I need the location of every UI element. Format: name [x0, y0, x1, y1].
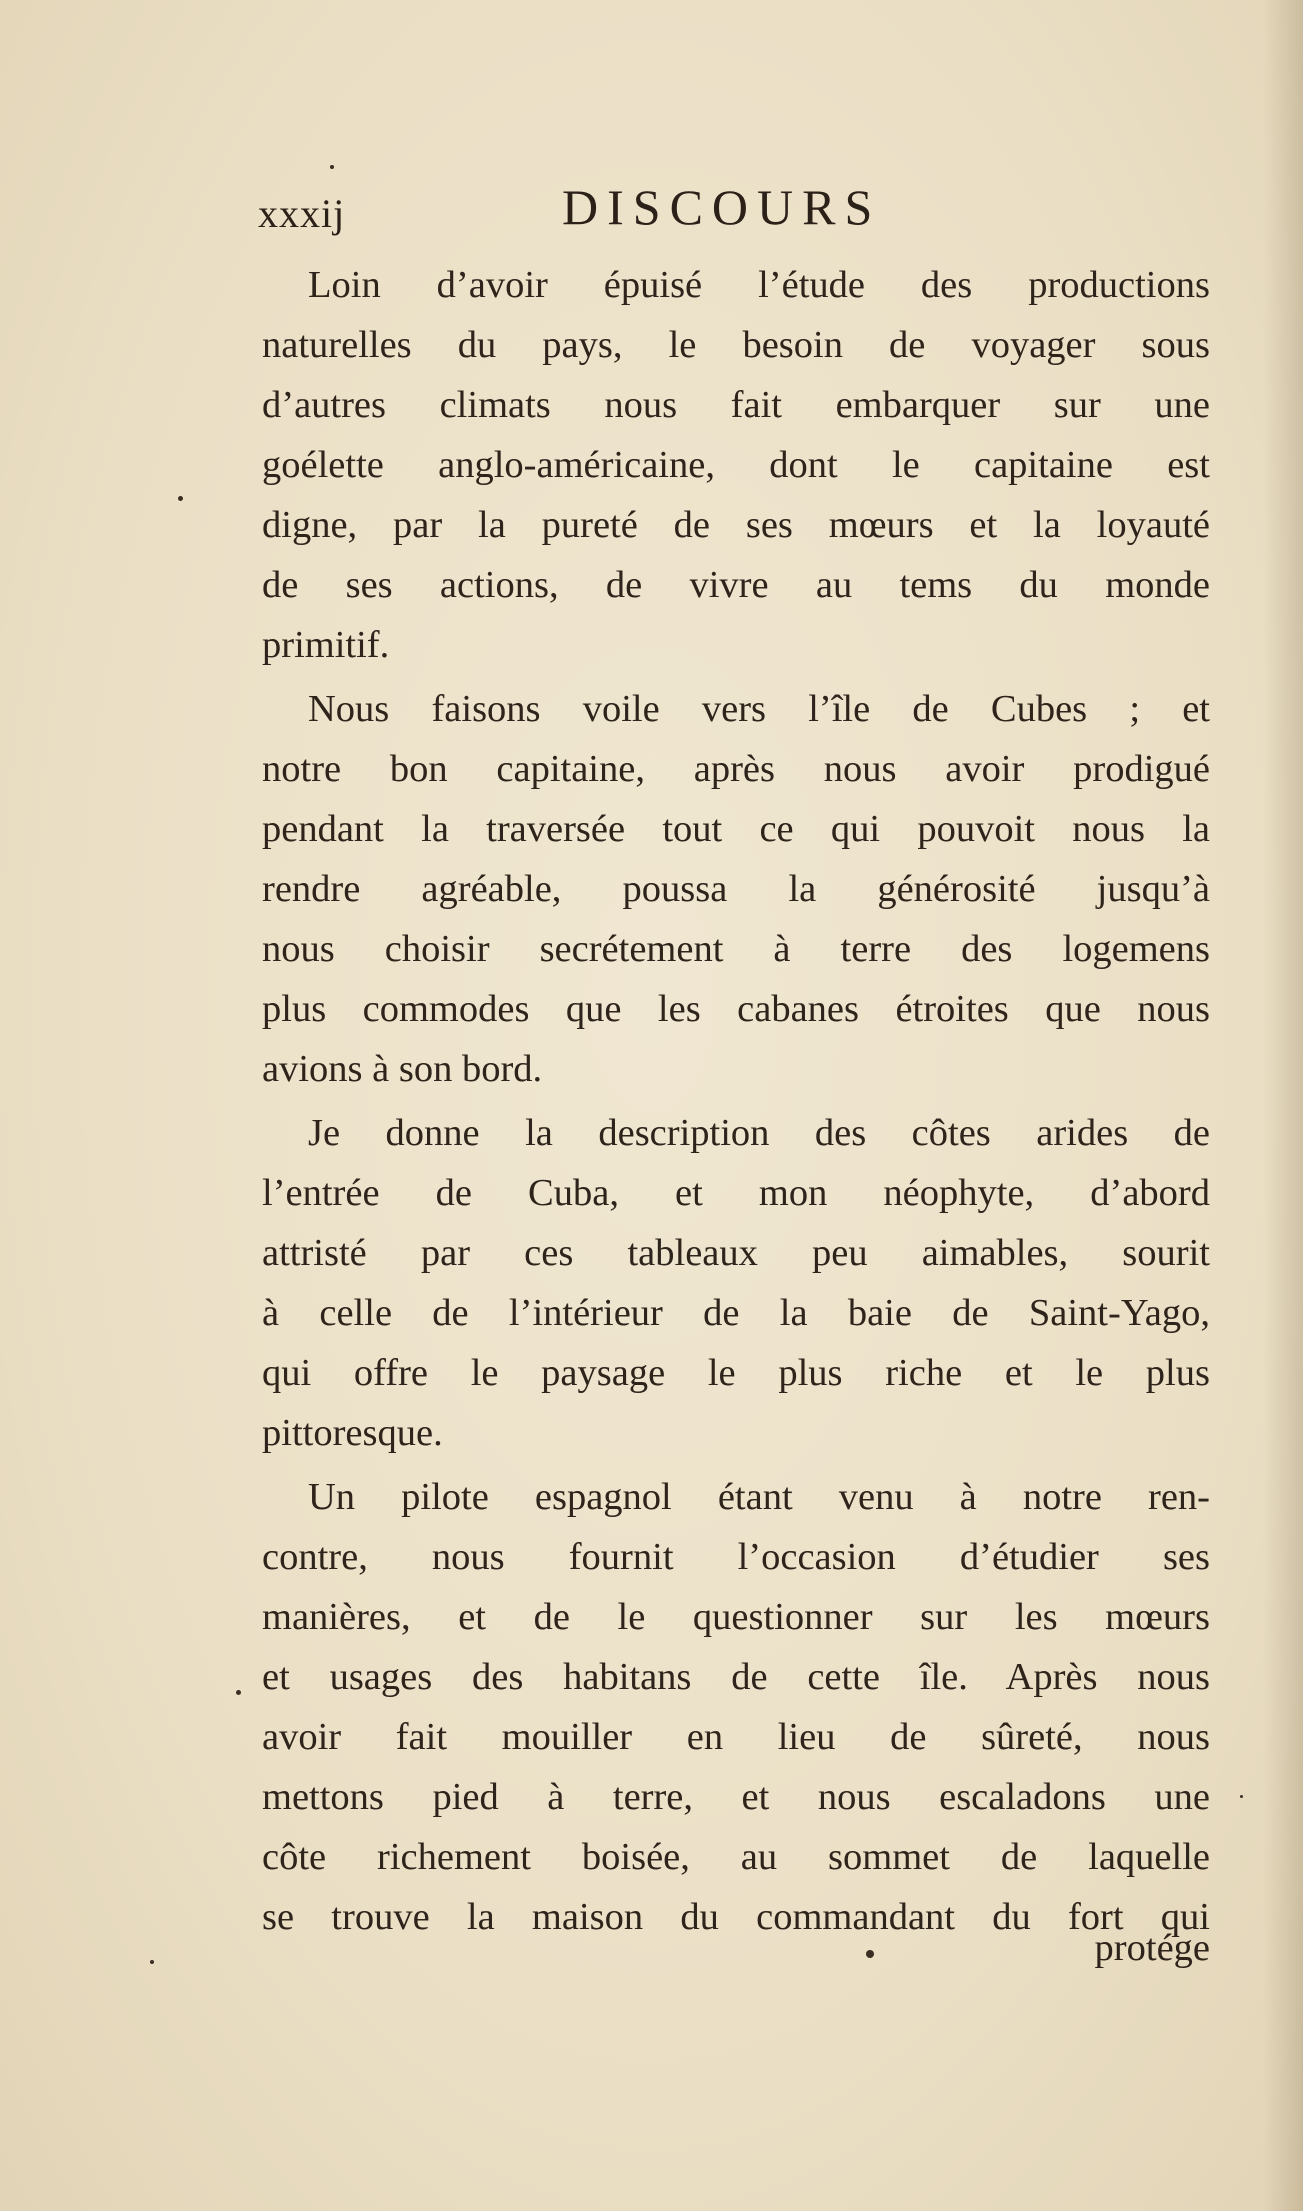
text-line: naturelles du pays, le besoin de voyager sous — [262, 324, 1210, 366]
catchword: protége — [1094, 1927, 1210, 1969]
running-head — [258, 178, 1258, 248]
page-number: xxxij — [258, 191, 346, 236]
text-line: notre bon capitaine, après nous avoir prodigué — [262, 748, 1210, 790]
text-line: avoir fait mouiller en lieu de sûreté, nous — [262, 1716, 1210, 1758]
paragraph — [262, 1467, 1210, 1947]
ink-speck — [1240, 1795, 1243, 1798]
text-line: contre, nous fournit l’occasion d’étudier ses — [262, 1536, 1210, 1578]
text-line: de ses actions, de vivre au tems du monde — [262, 564, 1210, 606]
text-line: goélette anglo-américaine, dont le capitaine est — [262, 444, 1210, 486]
text-line: d’autres climats nous fait embarquer sur une — [262, 384, 1210, 426]
gutter-shadow — [1263, 0, 1303, 2211]
text-line: se trouve la maison du commandant du fort qui — [262, 1896, 1210, 1938]
paragraph — [262, 679, 1210, 1099]
text-line: pendant la traversée tout ce qui pouvoit nous la — [262, 808, 1210, 850]
text-line: Loin d’avoir épuisé l’étude des productions — [308, 264, 1210, 306]
text-line: l’entrée de Cuba, et mon néophyte, d’abord — [262, 1172, 1210, 1214]
text-line: rendre agréable, poussa la générosité jusqu’à — [262, 868, 1210, 910]
ink-speck — [330, 165, 334, 169]
ink-speck — [178, 496, 183, 501]
text-line: mettons pied à terre, et nous escaladons une — [262, 1776, 1210, 1818]
ink-speck — [150, 1960, 154, 1964]
text-line: avions à son bord. — [262, 1048, 543, 1090]
text-line: primitif. — [262, 624, 390, 666]
paragraph — [262, 1103, 1210, 1463]
text-line: manières, et de le questionner sur les mœurs — [262, 1596, 1210, 1638]
text-line: à celle de l’intérieur de la baie de Saint-Yago, — [262, 1292, 1210, 1334]
running-title: DISCOURS — [562, 179, 882, 235]
text-line: Un pilote espagnol étant venu à notre ren- — [308, 1476, 1210, 1518]
text-line: qui offre le paysage le plus riche et le plus — [262, 1352, 1210, 1394]
text-line: plus commodes que les cabanes étroites que nous — [262, 988, 1210, 1030]
text-line: nous choisir secrétement à terre des logemens — [262, 928, 1210, 970]
ink-speck — [236, 1690, 241, 1695]
text-line: et usages des habitans de cette île. Après nous — [262, 1656, 1210, 1698]
paragraph — [262, 255, 1210, 675]
text-line: attristé par ces tableaux peu aimables, sourit — [262, 1232, 1210, 1274]
text-line: digne, par la pureté de ses mœurs et la loyauté — [262, 504, 1210, 546]
text-line: côte richement boisée, au sommet de laquelle — [262, 1836, 1210, 1878]
text-line: Nous faisons voile vers l’île de Cubes ; et — [308, 688, 1210, 730]
body-text — [262, 255, 1210, 1951]
text-line: Je donne la description des côtes arides de — [308, 1112, 1210, 1154]
ink-speck — [866, 1950, 874, 1958]
text-line: pittoresque. — [262, 1412, 443, 1454]
